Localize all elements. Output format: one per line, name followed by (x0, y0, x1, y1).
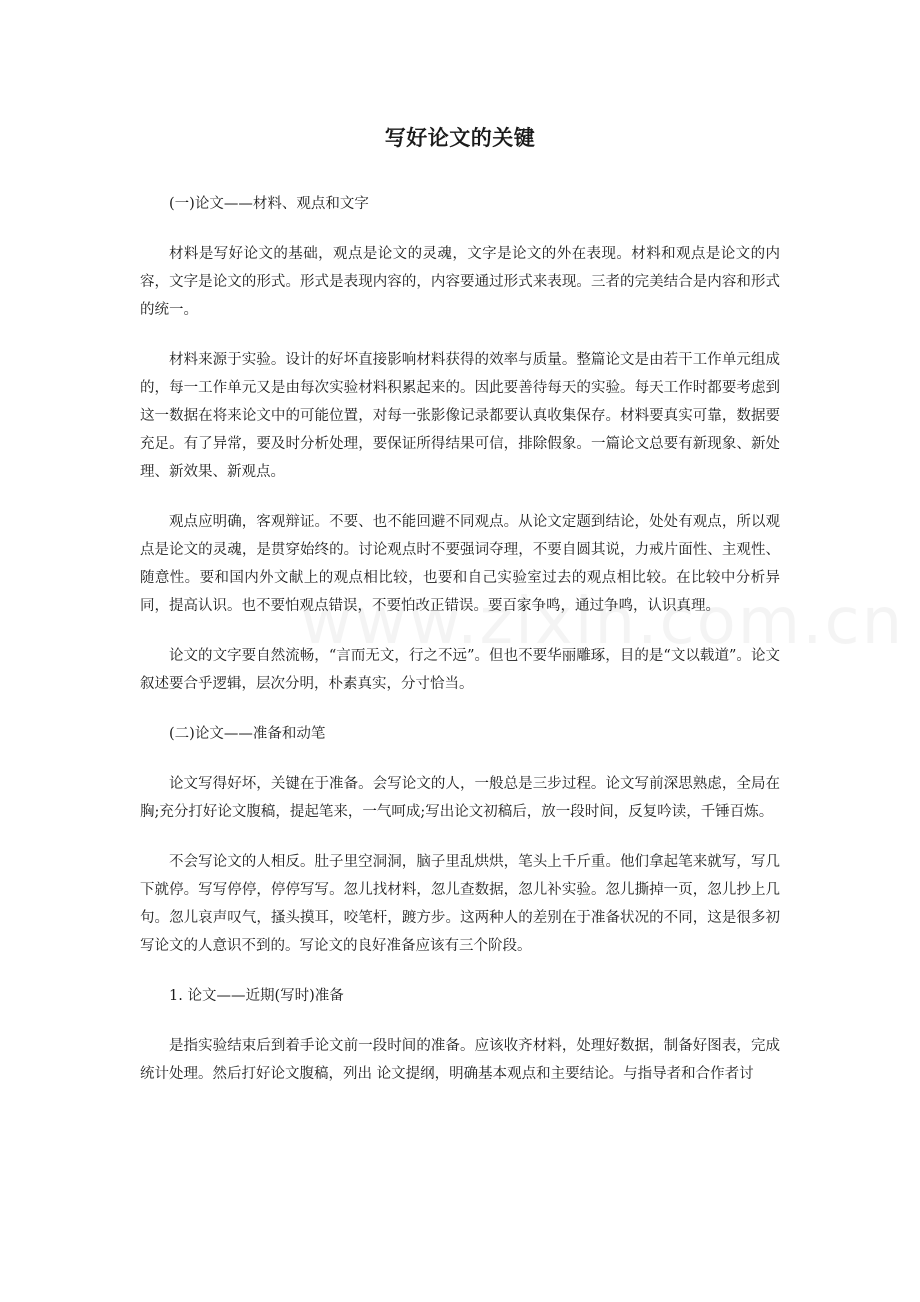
document-title: 写好论文的关键 (384, 125, 536, 150)
paragraph: 材料是写好论文的基础，观点是论文的灵魂，文字是论文的外在表现。材料和观点是论文的内容，文字是论文的形式。形式是表现内容的，内容要通过形式来表现。三者的完美结合是内容和形式的统一。 (140, 246, 780, 318)
section-heading-1: (一)论文——材料、观点和文字 (169, 196, 369, 212)
paragraph: 材料来源于实验。设计的好坏直接影响材料获得的效率与质量。整篇论文是由若干工作单元组成的，每一工作单元又是由每次实验材料积累起来的。因此要善待每天的实验。每天工作时都要考虑到这一数据在将来论文中的可能位置，对每一张影像记录都要认真收集保存。材料要真实可靠，数据要充足。有了异常，要及时分析处理，要保证所得结果可信，排除假象。一篇论文总要有新现象、新处理、新效果、新观点。 (140, 352, 780, 480)
paragraph: 不会写论文的人相反。肚子里空洞洞，脑子里乱烘烘，笔头上千斤重。他们拿起笔来就写，写几下就停。写写停停，停停写写。忽儿找材料，忽儿查数据，忽儿补实验。忽儿撕掉一页，忽儿抄上几句。忽儿哀声叹气，搔头摸耳，咬笔杆，踱方步。这两种人的差别在于准备状况的不同，这是很多初写论文的人意识不到的。写论文的良好准备应该有三个阶段。 (140, 854, 780, 954)
subsection-heading-1: 1. 论文——近期(写时)准备 (169, 988, 344, 1004)
paragraph: 论文的文字要自然流畅，“言而无文，行之不远”。但也不要华丽雕琢，目的是“文以载道”。论文叙述要合乎逻辑，层次分明，朴素真实，分寸恰当。 (140, 648, 780, 692)
section-heading-2: (二)论文——准备和动笔 (169, 726, 326, 742)
paragraph: 观点应明确，客观辩证。不要、也不能回避不同观点。从论文定题到结论，处处有观点，所以观点是论文的灵魂，是贯穿始终的。讨论观点时不要强词夺理，不要自圆其说，力戒片面性、主观性、随意性。要和国内外文献上的观点相比较，也要和自己实验室过去的观点相比较。在比较中分析异同，提高认识。也不要怕观点错误，不要怕改正错误。要百家争鸣，通过争鸣，认识真理。 (140, 514, 780, 614)
paragraph: 论文写得好坏，关键在于准备。会写论文的人，一般总是三步过程。论文写前深思熟虑，全局在胸;充分打好论文腹稿，提起笔来，一气呵成;写出论文初稿后，放一段时间，反复吟读，千锤百炼。 (140, 776, 780, 820)
paragraph: 是指实验结束后到着手论文前一段时间的准备。应该收齐材料，处理好数据，制备好图表，完成统计处理。然后打好论文腹稿，列出 论文提纲，明确基本观点和主要结论。与指导者和合作者讨 (140, 1038, 780, 1082)
document-body (140, 190, 780, 1110)
